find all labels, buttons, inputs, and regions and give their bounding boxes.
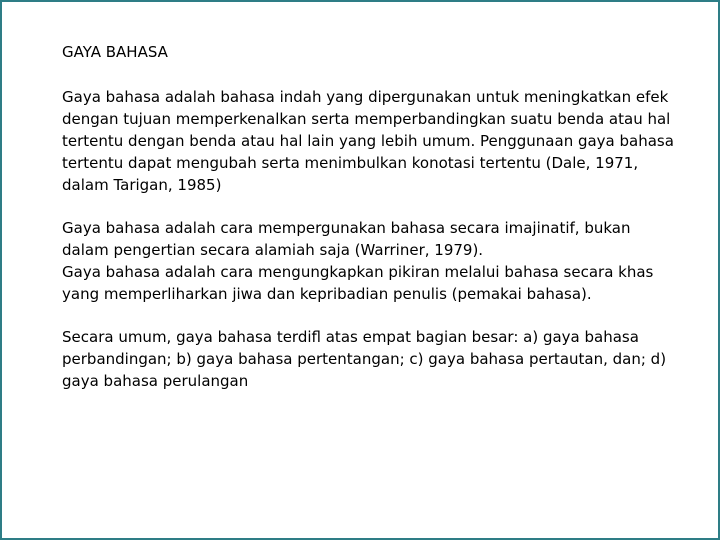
paragraph-definition-expression: Gaya bahasa adalah cara mengungkapkan pikiran melalui bahasa secara khas yang memperliharkan jiwa dan kepribadian penulis (pemakai bahasa). (62, 263, 654, 303)
paragraph-definition-dale: Gaya bahasa adalah bahasa indah yang dipergunakan untuk meningkatkan efek dengan tujuan memperkenalkan serta memperbandingkan suatu benda atau hal tertentu dengan benda atau hal lain yang lebih umum. Penggunaan gaya bahasa tertentu dapat mengubah serta menimbulkan konotasi tertentu (Dale, 1971, dalam Tarigan, 1985) (62, 88, 674, 194)
slide-content (62, 42, 677, 392)
paragraph-gap (62, 196, 677, 217)
paragraph-definition-warriner: Gaya bahasa adalah cara mempergunakan bahasa secara imajinatif, bukan dalam pengertian secara alamiah saja (Warriner, 1979). (62, 219, 631, 259)
paragraph-classification: Secara umum, gaya bahasa terdifl atas empat bagian besar: a) gaya bahasa perbandingan; b) gaya bahasa pertentangan; c) gaya bahasa pertautan, dan; d) gaya bahasa perulangan (62, 328, 667, 390)
slide-title: GAYA BAHASA (62, 43, 168, 61)
paragraph-gap (62, 305, 677, 326)
